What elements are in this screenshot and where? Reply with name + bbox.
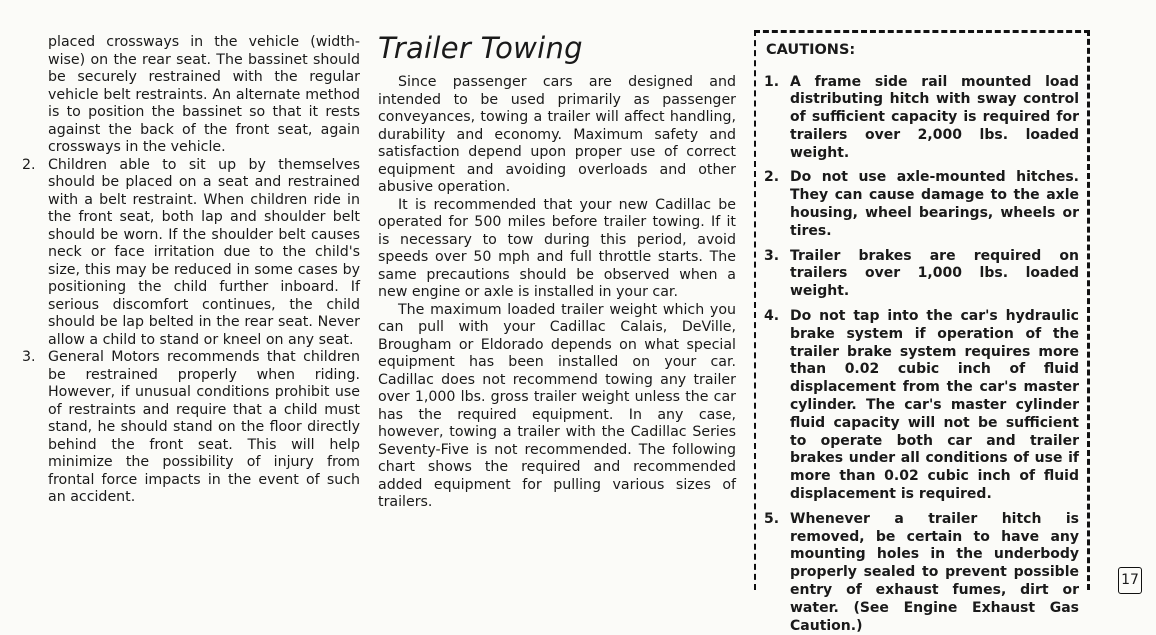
caution-item bbox=[764, 169, 1079, 240]
middle-column bbox=[378, 31, 736, 512]
caution-item bbox=[764, 308, 1079, 504]
cautions-box bbox=[754, 30, 1090, 590]
bassinet-paragraph: placed crossways in the vehicle (width-wise) on the rear seat. The bassinet should be securely restrained with the regular vehicle belt restraints. An alternate method is to position the bassinet so that it rests against the back of the front seat, again crossways in the vehicle. bbox=[48, 34, 360, 157]
caution-item bbox=[764, 511, 1079, 635]
caution-number: 5. bbox=[764, 511, 790, 635]
caution-text: Do not use axle-mounted hitches. They can cause damage to the axle housing, wheel bearings, wheels or tires. bbox=[790, 169, 1079, 240]
left-column bbox=[6, 34, 360, 507]
body-paragraph: The maximum loaded trailer weight which you can pull with your Cadillac Calais, DeVille, Brougham or Eldorado depends on what special equipment has been installed on your car. Cadillac does not recommend towing any trailer over 1,000 lbs. gross trailer weight unless the car has the required equipment. In any case, however, towing a trailer with the Cadillac Series Seventy-Five is not recommended. The following chart shows the required and recommended added equipment for pulling various sizes of trailers. bbox=[378, 302, 736, 512]
item-text: Children able to sit up by themselves should be placed on a seat and restrained with a belt restraint. When children ride in the front seat, both lap and shoulder belt should be worn. If the shoulder belt causes neck or face irritation due to the child's size, this may be reduced in some cases by positioning the child further inboard. If serious discomfort continues, the child should be lap belted in the rear seat. Never allow a child to stand or kneel on any seat. bbox=[48, 157, 360, 350]
item-text: General Motors recommends that children be restrained properly when riding. However, if unusual conditions prohibit use of restraints and require that a child must stand, he should stand on the floor directly behind the front seat. This will help minimize the possibility of injury from frontal force impacts in the event of such an accident. bbox=[48, 349, 360, 507]
caution-number: 4. bbox=[764, 308, 790, 504]
list-item bbox=[6, 157, 360, 350]
caution-item bbox=[764, 248, 1079, 301]
list-item bbox=[6, 349, 360, 507]
body-paragraph: It is recommended that your new Cadillac be operated for 500 miles before trailer towing. If it is necessary to tow during this period, avoid speeds over 50 mph and full throttle starts. The same precautions should be observed when a new engine or axle is installed in your car. bbox=[378, 197, 736, 302]
item-number: 2. bbox=[6, 157, 48, 350]
caution-number: 1. bbox=[764, 74, 790, 163]
caution-text: Do not tap into the car's hydraulic brake system if operation of the trailer brake system requires more than 0.02 cubic inch of fluid displacement from the car's master cylinder. The car's master cylinder fluid capacity will not be sufficient to operate both car and trailer brakes under all conditions of use if more than 0.02 cubic inch of fluid displacement is required. bbox=[790, 308, 1079, 504]
item-number: 3. bbox=[6, 349, 48, 507]
caution-text: A frame side rail mounted load distributing hitch with sway control of sufficient capacity is required for trailers over 2,000 lbs. loaded weight. bbox=[790, 74, 1079, 163]
child-restraint-list bbox=[6, 157, 360, 507]
cautions-column bbox=[754, 30, 1090, 590]
caution-number: 2. bbox=[764, 169, 790, 240]
caution-text: Trailer brakes are required on trailers over 1,000 lbs. loaded weight. bbox=[790, 248, 1079, 301]
cautions-heading: CAUTIONS: bbox=[766, 42, 1079, 60]
page-number: 17 bbox=[1118, 567, 1142, 594]
caution-text: Whenever a trailer hitch is removed, be certain to have any mounting holes in the underbody properly sealed to prevent possible entry of exhaust fumes, dirt or water. (See Engine Exhaust Gas Caution.) bbox=[790, 511, 1079, 635]
caution-number: 3. bbox=[764, 248, 790, 301]
body-paragraph: Since passenger cars are designed and intended to be used primarily as passenger conveyances, towing a trailer will affect handling, durability and economy. Maximum safety and satisfaction depend upon proper use of correct equipment and avoiding overloads and other abusive operation. bbox=[378, 74, 736, 197]
section-title: Trailer Towing bbox=[378, 31, 736, 65]
cautions-list bbox=[764, 74, 1079, 635]
caution-item bbox=[764, 74, 1079, 163]
